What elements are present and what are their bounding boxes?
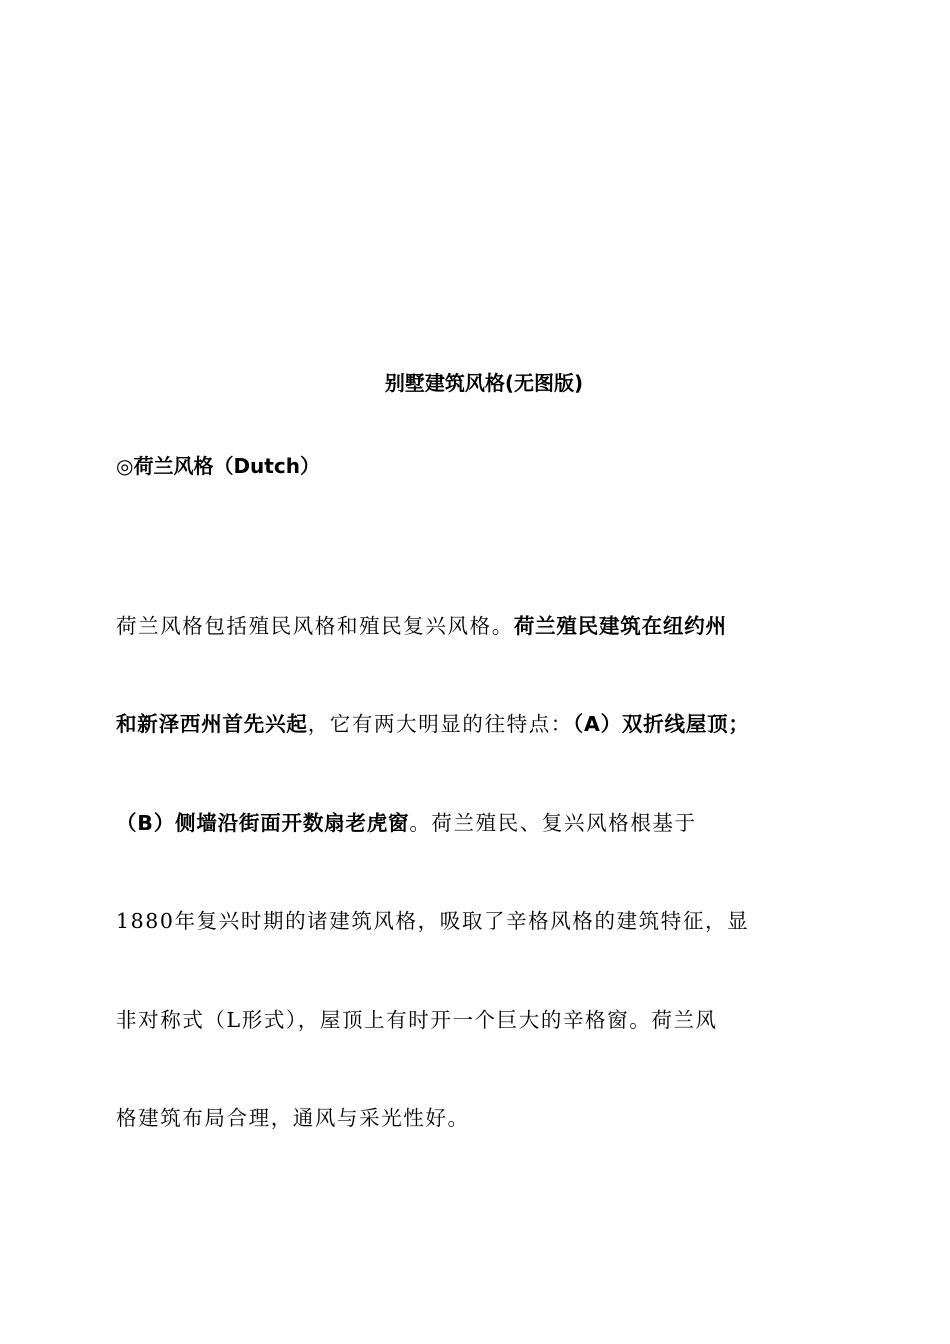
paragraph-line <box>116 609 727 643</box>
text-run: 。荷兰殖民、复兴风格根基于 <box>409 811 697 835</box>
paragraph-line <box>116 806 697 840</box>
paragraph-line <box>116 1101 470 1135</box>
document-title: 别墅建筑风格(无图版) <box>384 371 584 395</box>
text-run: ，它有两大明显的往特点： <box>307 712 573 736</box>
text-run: 格建筑布局合理，通风与采光性好。 <box>116 1106 470 1130</box>
bold-text-run: （A）双折线屋顶； <box>572 712 750 736</box>
text-run: 荷兰风格包括殖民风格和殖民复兴风格。 <box>116 614 514 638</box>
bold-text-run: 和新泽西州首先兴起 <box>116 712 308 736</box>
section-heading: ◎荷兰风格（Dutch） <box>116 454 320 478</box>
text-run: 非对称式（L形式），屋顶上有时开一个巨大的辛格窗。荷兰风 <box>116 1008 718 1032</box>
paragraph-line <box>116 707 750 741</box>
bold-text-run: （B）侧墙沿街面开数扇老虎窗 <box>116 811 410 835</box>
paragraph-line <box>116 1003 718 1037</box>
bold-text-run: 荷兰殖民建筑在纽约州 <box>513 614 727 638</box>
paragraph-line <box>116 904 749 938</box>
text-run: 1880年复兴时期的诸建筑风格，吸取了辛格风格的建筑特征，显 <box>116 909 750 933</box>
